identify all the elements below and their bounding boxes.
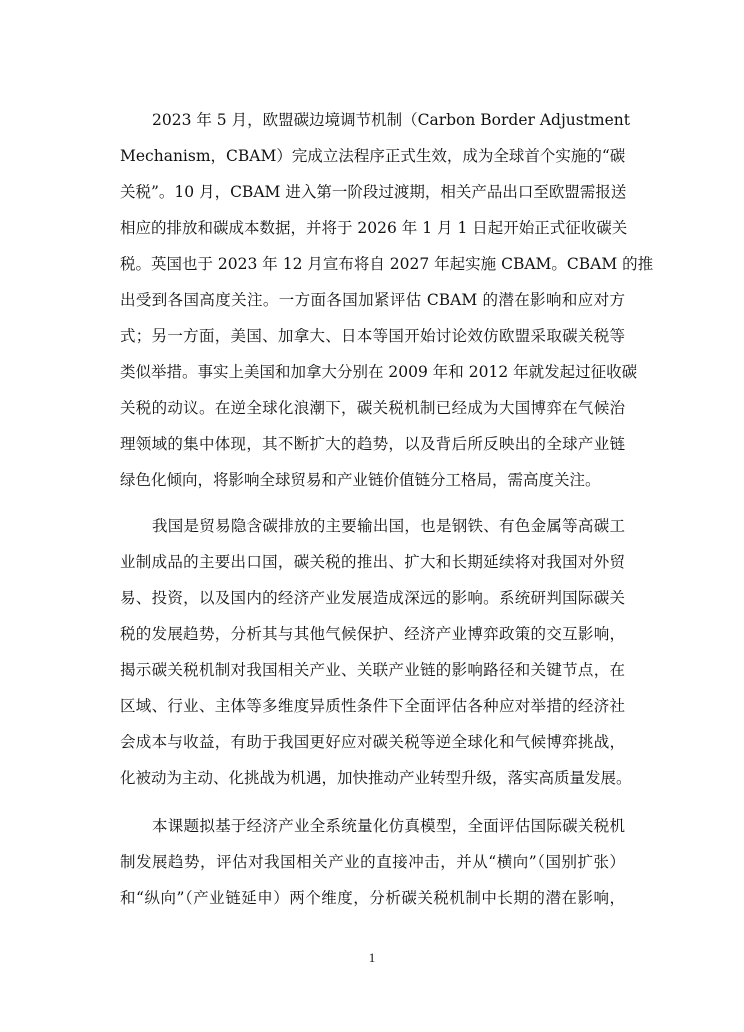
paragraph-line: 相应的排放和碳成本数据，并将于 2026 年 1 月 1 日起开始正式征收碳关	[120, 219, 628, 237]
paragraph-line: 揭示碳关税机制对我国相关产业、关联产业链的影响路径和关键节点，在	[120, 661, 625, 679]
paragraph-line: 区域、行业、主体等多维度异质性条件下全面评估各种应对举措的经济社	[120, 697, 625, 715]
paragraph-line: Mechanism，CBAM）完成立法程序正式生效，成为全球首个实施的“碳	[120, 147, 626, 165]
paragraph-line: 2023 年 5 月，欧盟碳边境调节机制（Carbon Border Adjustment	[152, 111, 630, 129]
paragraph-line: 关税的动议。在逆全球化浪潮下，碳关税机制已经成为大国博弈在气候治	[120, 399, 625, 417]
paragraph-line: 和“纵向”（产业链延申）两个维度，分析碳关税机制中长期的潜在影响，	[120, 889, 625, 907]
paragraph-line: 税。英国也于 2023 年 12 月宣布将自 2027 年起实施 CBAM。CBAM 的推	[120, 255, 654, 273]
page-number: 1	[368, 950, 376, 965]
paragraph-line: 易、投资，以及国内的经济产业发展造成深远的影响。系统研判国际碳关	[120, 589, 625, 607]
paragraph-line: 会成本与收益，有助于我国更好应对碳关税等逆全球化和气候博弈挑战，	[120, 733, 625, 751]
paragraph-line: 我国是贸易隐含碳排放的主要输出国，也是钢铁、有色金属等高碳工	[152, 517, 625, 535]
paragraph-line: 业制成品的主要出口国，碳关税的推出、扩大和长期延续将对我国对外贸	[120, 553, 625, 571]
paragraph-line: 制发展趋势，评估对我国相关产业的直接冲击，并从“横向”（国别扩张）	[120, 853, 625, 871]
paragraph-line: 理领域的集中体现，其不断扩大的趋势，以及背后所反映出的全球产业链	[120, 435, 625, 453]
paragraph-line: 本课题拟基于经济产业全系统量化仿真模型，全面评估国际碳关税机	[152, 817, 625, 835]
paragraph-line: 关税”。10 月，CBAM 进入第一阶段过渡期，相关产品出口至欧盟需报送	[120, 183, 627, 201]
paragraph-line: 式；另一方面，美国、加拿大、日本等国开始讨论效仿欧盟采取碳关税等	[120, 327, 625, 345]
paragraph-line: 绿色化倾向，将影响全球贸易和产业链价值链分工格局，需高度关注。	[120, 471, 601, 489]
paragraph-line: 出受到各国高度关注。一方面各国加紧评估 CBAM 的潜在影响和应对方	[120, 291, 625, 309]
paragraph-line: 税的发展趋势，分析其与其他气候保护、经济产业博弈政策的交互影响，	[120, 625, 625, 643]
paragraph-line: 化被动为主动、化挑战为机遇，加快推动产业转型升级，落实高质量发展。	[120, 769, 632, 787]
paragraph-line: 类似举措。事实上美国和加拿大分别在 2009 年和 2012 年就发起过征收碳	[120, 363, 638, 381]
